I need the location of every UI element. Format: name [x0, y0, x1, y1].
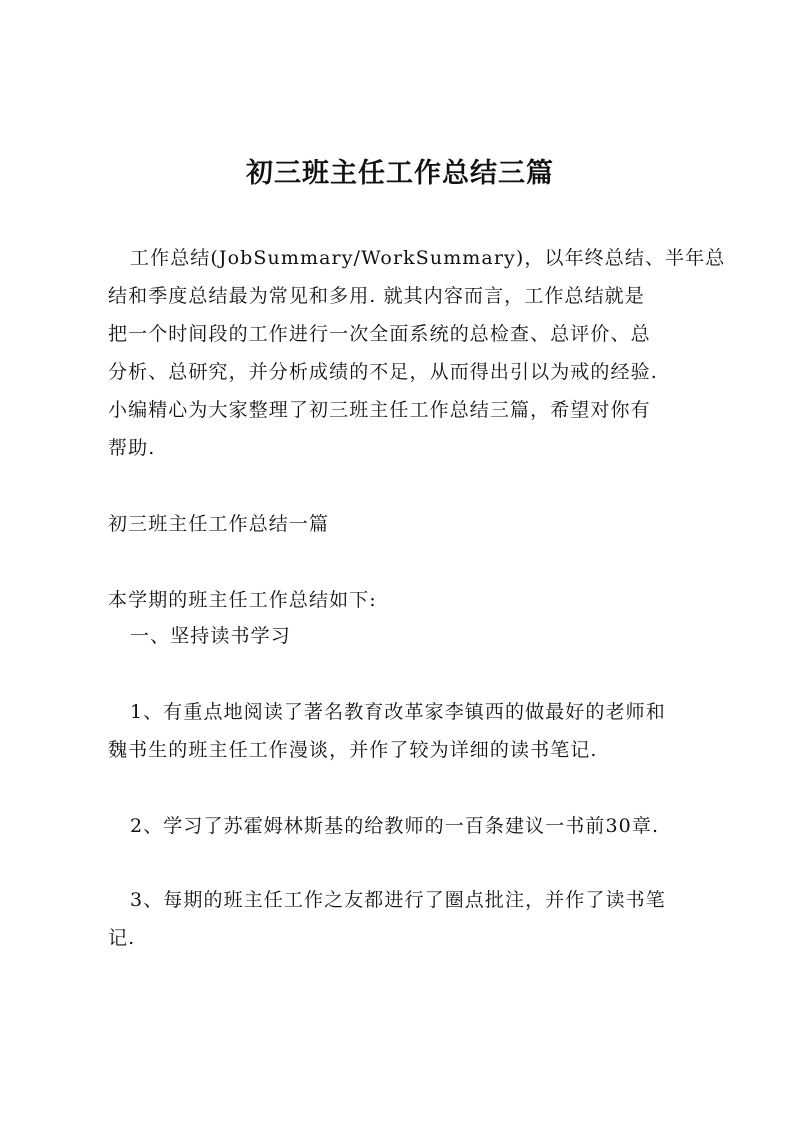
point-3-line-1: 3、每期的班主任工作之友都进行了圈点批注，并作了读书笔: [130, 889, 666, 911]
intro-line-2: 结和季度总结最为常见和多用. 就其内容而言，工作总结就是: [108, 285, 645, 307]
summary-lead: 本学期的班主任工作总结如下:: [108, 589, 377, 611]
intro-line-1: 工作总结(JobSummary/WorkSummary)，以年终总结、半年总: [130, 247, 726, 269]
document-title: 初三班主任工作总结三篇: [246, 158, 554, 189]
point-2-line-1: 2、学习了苏霍姆林斯基的给教师的一百条建议一书前30章.: [130, 815, 660, 837]
intro-line-6: 帮助.: [108, 437, 156, 459]
section-heading: 初三班主任工作总结一篇: [108, 513, 330, 535]
intro-line-3: 把一个时间段的工作进行一次全面系统的总检查、总评价、总: [108, 323, 651, 345]
point-1-line-2: 魏书生的班主任工作漫谈，并作了较为详细的读书笔记.: [108, 739, 598, 761]
point-3-line-2: 记.: [108, 927, 136, 949]
intro-line-5: 小编精心为大家整理了初三班主任工作总结三篇，希望对你有: [108, 399, 651, 421]
point-1-line-1: 1、有重点地阅读了著名教育改革家李镇西的做最好的老师和: [130, 701, 666, 723]
intro-line-4: 分析、总研究，并分析成绩的不足，从而得出引以为戒的经验.: [108, 361, 658, 383]
item-heading: 一、坚持读书学习: [130, 625, 291, 647]
